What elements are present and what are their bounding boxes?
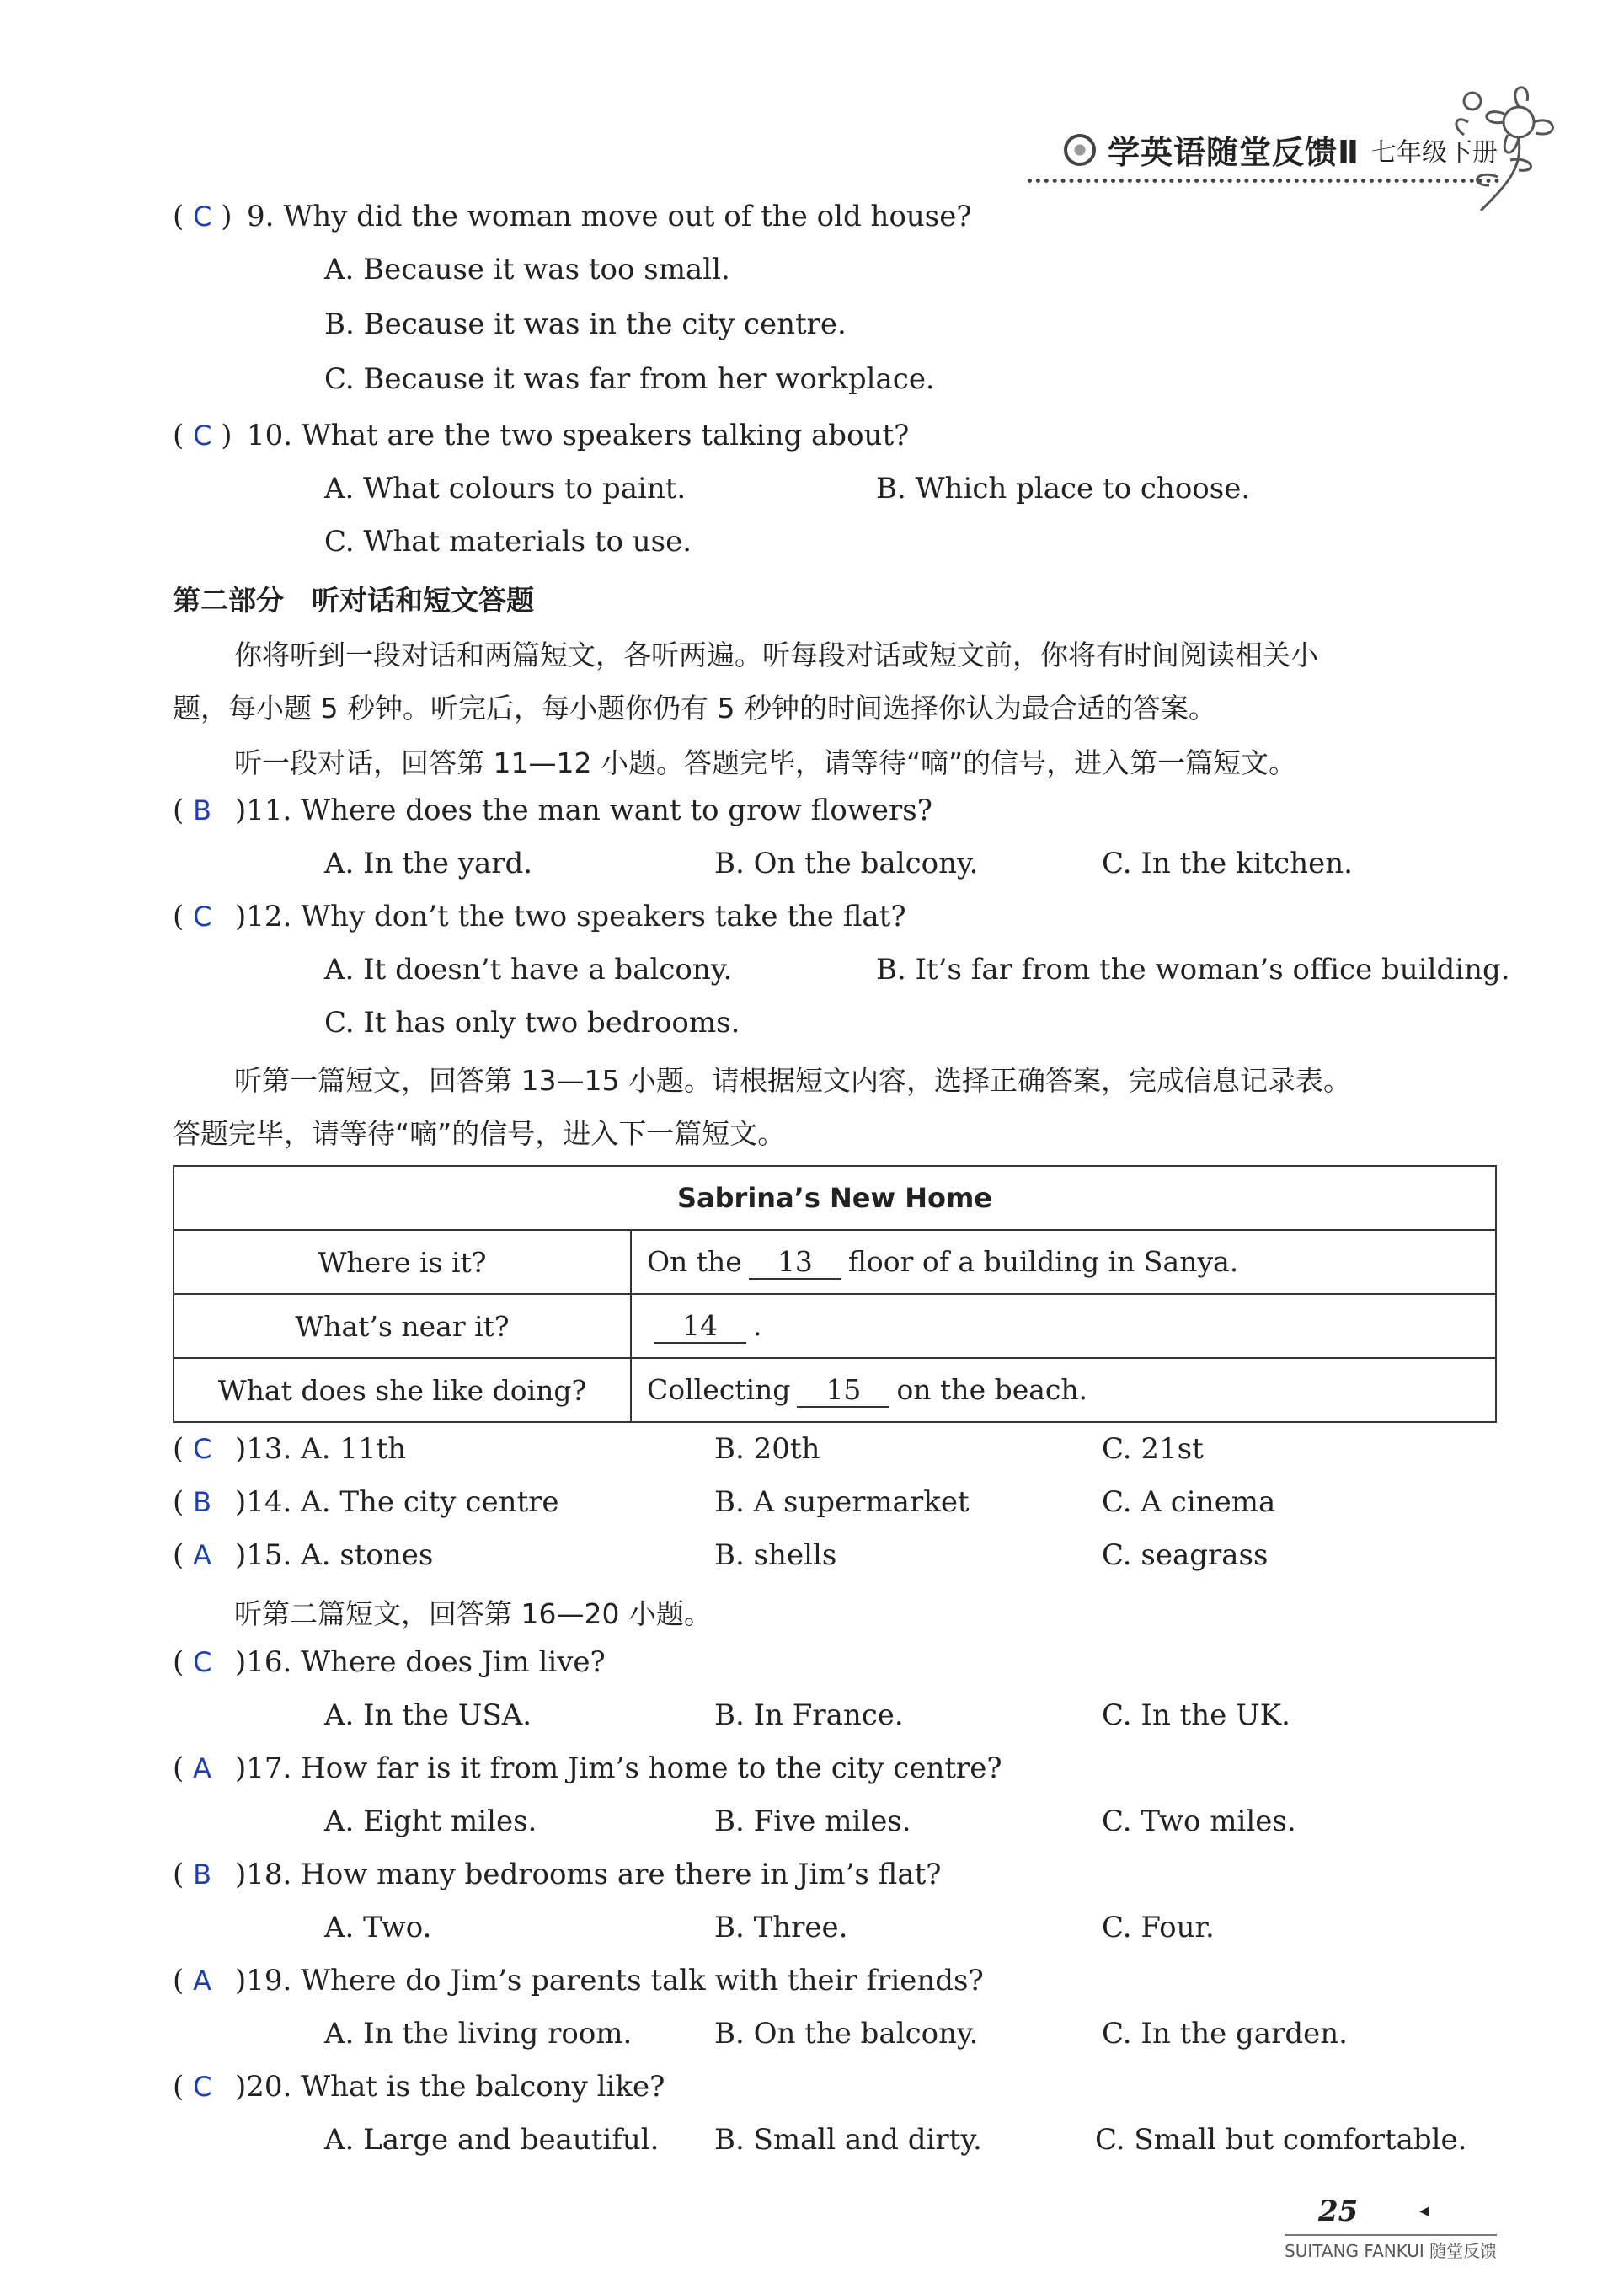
question-text: )13. A. 11th xyxy=(235,1432,407,1466)
answer-mark: C xyxy=(193,1433,212,1465)
answer-mark: B xyxy=(193,794,212,826)
question-14: ( B )14. A. The city centre xyxy=(173,1485,559,1519)
question-10: ( C ) 10. What are the two speakers talking about? xyxy=(173,419,910,452)
option-b: B. Which place to choose. xyxy=(876,472,1251,505)
text-after: . xyxy=(753,1308,762,1342)
page-number: 25 xyxy=(1318,2195,1359,2228)
option-a: A. In the USA. xyxy=(324,1698,532,1732)
option-b: B. It’s far from the woman’s office building. xyxy=(876,953,1510,987)
row-label: What does she like doing? xyxy=(174,1358,631,1422)
question-text: )16. Where does Jim live? xyxy=(235,1645,606,1679)
question-9: ( C ) 9. Why did the woman move out of the old house? xyxy=(173,200,972,233)
answer-mark: B xyxy=(193,1858,212,1890)
book-title: 学英语随堂反馈Ⅱ xyxy=(1107,134,1360,171)
table-title: Sabrina’s New Home xyxy=(174,1166,1496,1230)
info-record-table xyxy=(173,1165,1497,1423)
blank-15: 15 xyxy=(797,1373,889,1408)
text-before: Collecting xyxy=(647,1372,791,1406)
option-b: B. On the balcony. xyxy=(714,847,979,880)
section-heading: 第二部分 听对话和短文答题 xyxy=(173,584,534,617)
question-19: ( A )19. Where do Jim’s parents talk with their friends? xyxy=(173,1964,984,1997)
answer-mark: C xyxy=(193,901,212,933)
dialogue-intro: 听一段对话，回答第 11—12 小题。答题完毕，请等待“嘀”的信号，进入第一篇短文。 xyxy=(234,746,1297,779)
flower-ornament-icon xyxy=(1447,76,1573,219)
answer-mark: A xyxy=(193,1752,211,1784)
answer-mark: A xyxy=(193,1965,211,1997)
option-b: B. On the balcony. xyxy=(714,2017,979,2051)
question-text: )12. Why don’t the two speakers take the flat? xyxy=(235,900,906,933)
row-value xyxy=(631,1230,1496,1294)
question-text: 9. Why did the woman move out of the old house? xyxy=(247,200,972,233)
question-16: ( C )16. Where does Jim live? xyxy=(173,1645,606,1679)
option-c: C. Small but comfortable. xyxy=(1095,2123,1467,2157)
option-b: B. Small and dirty. xyxy=(714,2123,982,2157)
option-c: C. Two miles. xyxy=(1102,1805,1296,1838)
question-text: )19. Where do Jim’s parents talk with their friends? xyxy=(235,1964,984,1997)
option-b: B. A supermarket xyxy=(714,1485,970,1519)
question-17: ( A )17. How far is it from Jim’s home to the city centre? xyxy=(173,1751,1002,1785)
logo-icon xyxy=(1064,134,1096,166)
answer-mark: C xyxy=(193,2071,212,2103)
answer-mark: A xyxy=(193,1539,211,1571)
option-b: B. 20th xyxy=(714,1432,820,1466)
answer-mark: B xyxy=(193,1486,212,1518)
option-b: B. Three. xyxy=(714,1911,848,1944)
row-label: Where is it? xyxy=(174,1230,631,1294)
footer-brand: SUITANG FANKUI 随堂反馈 xyxy=(1285,2234,1497,2262)
row-value xyxy=(631,1294,1496,1358)
table-row xyxy=(174,1358,1496,1422)
page-header xyxy=(1064,126,1498,173)
question-13: ( C )13. A. 11th xyxy=(173,1432,407,1466)
option-c: C. A cinema xyxy=(1102,1485,1276,1519)
section-intro-line1: 你将听到一段对话和两篇短文，各听两遍。听每段对话或短文前，你将有时间阅读相关小 xyxy=(234,639,1318,671)
question-12: ( C )12. Why don’t the two speakers take the flat? xyxy=(173,900,906,933)
option-a: A. In the yard. xyxy=(324,847,533,880)
option-c: C. What materials to use. xyxy=(324,525,692,559)
book-subtitle: 七年级下册 xyxy=(1371,137,1498,168)
question-11: ( B )11. Where does the man want to grow flowers? xyxy=(173,794,932,827)
option-a: A. In the living room. xyxy=(324,2017,633,2051)
answer-mark: C xyxy=(193,420,212,452)
option-c: C. Four. xyxy=(1102,1911,1215,1944)
passage2-intro: 听第二篇短文，回答第 16—20 小题。 xyxy=(234,1597,712,1630)
option-a: A. Large and beautiful. xyxy=(324,2123,660,2157)
option-c: C. It has only two bedrooms. xyxy=(324,1006,740,1040)
question-text: )11. Where does the man want to grow flowers? xyxy=(235,794,932,827)
answer-mark: C xyxy=(193,1646,212,1678)
question-20: ( C )20. What is the balcony like? xyxy=(173,2070,665,2104)
page-arrow-icon: ◂ xyxy=(1419,2200,1429,2222)
passage1-intro-line2: 答题完毕，请等待“嘀”的信号，进入下一篇短文。 xyxy=(173,1117,786,1150)
header-divider xyxy=(1028,179,1499,183)
option-c: C. seagrass xyxy=(1102,1538,1269,1572)
text-after: floor of a building in Sanya. xyxy=(847,1244,1239,1278)
text-after: on the beach. xyxy=(896,1372,1088,1406)
option-c: C. 21st xyxy=(1102,1432,1204,1466)
blank-13: 13 xyxy=(749,1245,841,1280)
question-text: )17. How far is it from Jim’s home to the city centre? xyxy=(235,1751,1002,1785)
option-a: A. It doesn’t have a balcony. xyxy=(324,953,733,987)
option-c: C. In the UK. xyxy=(1102,1698,1290,1732)
option-a: A. Eight miles. xyxy=(324,1805,537,1838)
question-text: )15. A. stones xyxy=(235,1538,434,1572)
question-15: ( A )15. A. stones xyxy=(173,1538,434,1572)
option-a: A. Two. xyxy=(324,1911,432,1944)
question-text: )20. What is the balcony like? xyxy=(235,2070,665,2104)
table-row xyxy=(174,1230,1496,1294)
option-b: B. Five miles. xyxy=(714,1805,911,1838)
text-before: On the xyxy=(647,1244,742,1278)
option-a: A. What colours to paint. xyxy=(324,472,686,505)
option-c: C. In the kitchen. xyxy=(1102,847,1353,880)
option-c: C. Because it was far from her workplace. xyxy=(324,362,935,396)
table-row xyxy=(174,1294,1496,1358)
question-text: 10. What are the two speakers talking about? xyxy=(247,419,910,452)
option-c: C. In the garden. xyxy=(1102,2017,1348,2051)
blank-14: 14 xyxy=(654,1309,746,1344)
answer-mark: C xyxy=(193,201,212,233)
row-label: What’s near it? xyxy=(174,1294,631,1358)
passage1-intro-line1: 听第一篇短文，回答第 13—15 小题。请根据短文内容，选择正确答案，完成信息记录表。 xyxy=(234,1064,1351,1097)
option-b: B. Because it was in the city centre. xyxy=(324,307,847,341)
option-b: B. In France. xyxy=(714,1698,904,1732)
question-text: )14. A. The city centre xyxy=(235,1485,559,1519)
question-18: ( B )18. How many bedrooms are there in Jim’s flat? xyxy=(173,1858,942,1891)
question-text: )18. How many bedrooms are there in Jim’s flat? xyxy=(235,1858,942,1891)
option-b: B. shells xyxy=(714,1538,837,1572)
section-intro-line2: 题，每小题 5 秒钟。听完后，每小题你仍有 5 秒钟的时间选择你认为最合适的答案。 xyxy=(173,692,1216,725)
row-value xyxy=(631,1358,1496,1422)
option-a: A. Because it was too small. xyxy=(324,253,730,286)
